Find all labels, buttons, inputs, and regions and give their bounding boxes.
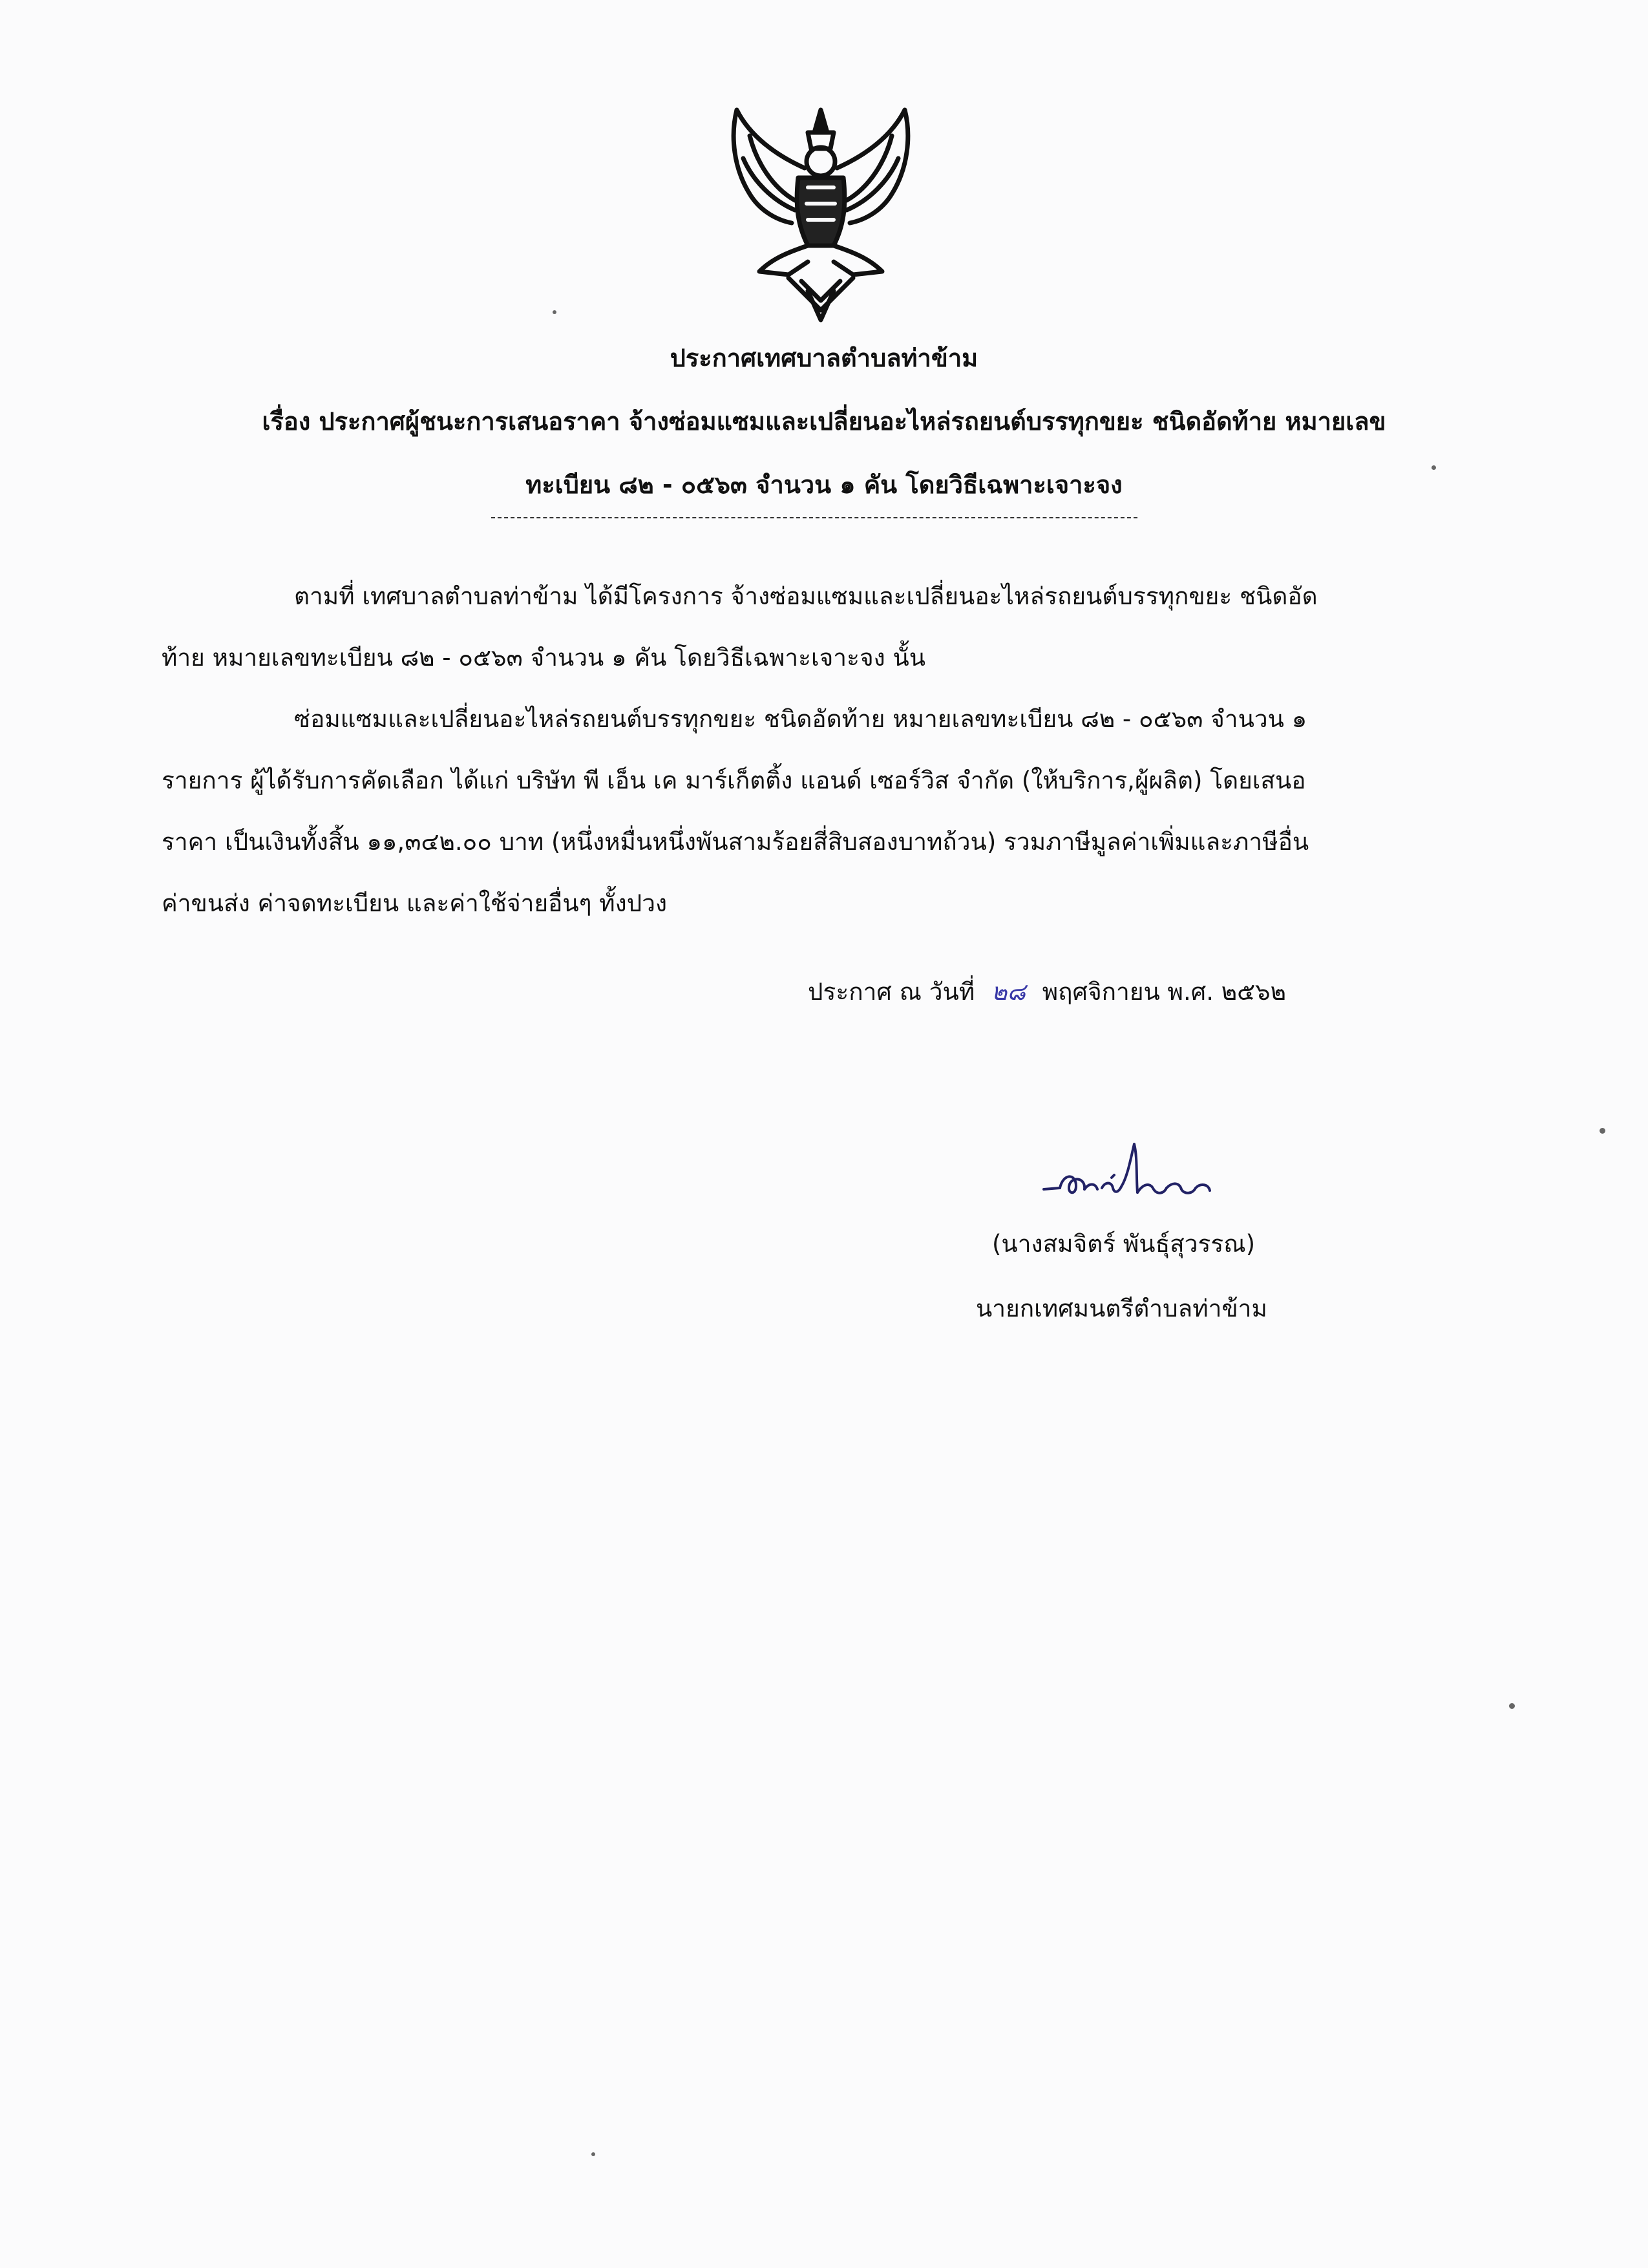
paragraph-1-line-2: ท้าย หมายเลขทะเบียน ๘๒ - ๐๕๖๓ จำนวน ๑ คัน โดยวิธีเฉพาะเจาะจง นั้น — [162, 644, 926, 672]
date-month-year: พฤศจิกายน พ.ศ. ๒๕๖๒ — [1042, 978, 1286, 1006]
date-day-handwritten: ๒๘ — [991, 978, 1026, 1006]
scan-speck — [1600, 1128, 1605, 1134]
subject-line-2: ทะเบียน ๘๒ - ๐๕๖๓ จำนวน ๑ คัน โดยวิธีเฉพาะเจาะจง — [525, 471, 1123, 499]
paragraph-2 — [162, 688, 1470, 934]
dashed-divider — [491, 517, 1137, 518]
paragraph-2-line-1: ซ่อมแซมและเปลี่ยนอะไหล่รถยนต์บรรทุกขยะ ชนิดอัดท้าย หมายเลขทะเบียน ๘๒ - ๐๕๖๓ จำนวน ๑ — [294, 705, 1307, 733]
scan-speck — [1431, 465, 1436, 470]
scan-speck — [591, 2152, 595, 2156]
garuda-emblem-icon — [711, 97, 931, 330]
paragraph-2-line-4: ค่าขนส่ง ค่าจดทะเบียน และค่าใช้จ่ายอื่นๆ ทั้งปวง — [162, 889, 668, 917]
paragraph-1 — [162, 566, 1470, 688]
announcement-date — [808, 973, 1286, 1011]
scan-speck — [553, 310, 556, 314]
signer-name: (นางสมจิตร์ พันธุ์สุวรรณ) — [992, 1230, 1256, 1258]
agency-title: ประกาศเทศบาลตำบลท่าข้าม — [670, 344, 978, 372]
paragraph-2-line-3: ราคา เป็นเงินทั้งสิ้น ๑๑,๓๔๒.๐๐ บาท (หนึ่งหมื่นหนึ่งพันสามร้อยสี่สิบสองบาทถ้วน) รวมภาษีมูลค่าเพิ่มและภาษีอื่น — [162, 828, 1309, 856]
announcement-body — [162, 566, 1470, 934]
subject-line-1: เรื่อง ประกาศผู้ชนะการเสนอราคา จ้างซ่อมแซมและเปลี่ยนอะไหล่รถยนต์บรรทุกขยะ ชนิดอัดท้าย หมายเลข — [262, 407, 1386, 436]
date-prefix: ประกาศ ณ วันที่ — [808, 978, 975, 1006]
paragraph-1-line-1: ตามที่ เทศบาลตำบลท่าข้าม ได้มีโครงการ จ้างซ่อมแซมและเปลี่ยนอะไหล่รถยนต์บรรทุกขยะ ชนิดอัด — [294, 582, 1318, 610]
signer-position: นายกเทศมนตรีตำบลท่าข้าม — [976, 1295, 1267, 1322]
scan-speck — [1509, 1703, 1515, 1709]
title-block — [155, 326, 1493, 516]
handwritten-signature — [1041, 1138, 1260, 1215]
paragraph-2-line-2: รายการ ผู้ได้รับการคัดเลือก ได้แก่ บริษัท พี เอ็น เค มาร์เก็ตติ้ง แอนด์ เซอร์วิส จำกัด (ให้บริการ,ผู้ผลิต) โดยเสนอ — [162, 767, 1306, 794]
